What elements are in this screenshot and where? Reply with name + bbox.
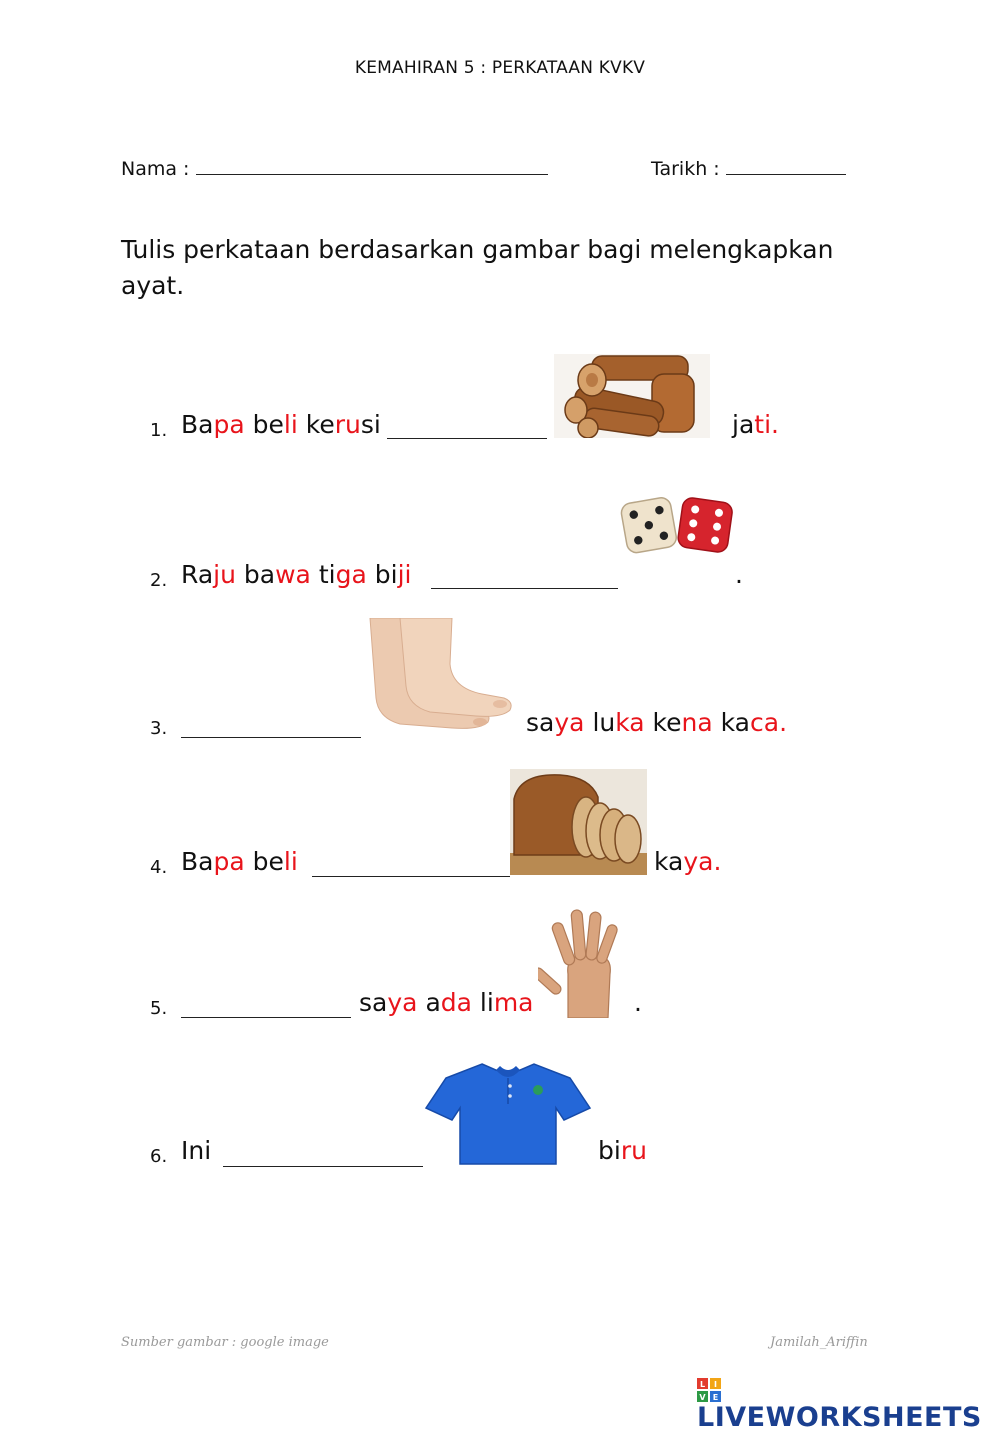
syllable: pa bbox=[213, 847, 245, 876]
image-source-note: Sumber gambar : google image bbox=[121, 1335, 329, 1350]
date-input-line[interactable] bbox=[726, 174, 846, 175]
wood-logs-image bbox=[554, 354, 710, 438]
question-number: 2. bbox=[150, 570, 168, 591]
name-field-row bbox=[121, 158, 548, 180]
syllable: si bbox=[360, 410, 381, 439]
syllable: wa bbox=[275, 560, 311, 589]
bread-image bbox=[510, 769, 647, 875]
syllable: sa bbox=[359, 988, 388, 1017]
syllable bbox=[298, 410, 306, 439]
liveworksheets-wordmark: LIVEWORKSHEETS bbox=[697, 1402, 982, 1433]
question-2-after bbox=[735, 560, 743, 589]
syllable: Ba bbox=[181, 847, 214, 876]
answer-blank-3[interactable] bbox=[181, 737, 361, 738]
answer-blank-5[interactable] bbox=[181, 1017, 351, 1018]
syllable: Ba bbox=[181, 410, 214, 439]
syllable bbox=[245, 410, 253, 439]
syllable: ke bbox=[652, 708, 682, 737]
syllable: da bbox=[440, 988, 472, 1017]
logo-letter: I bbox=[714, 1380, 717, 1389]
date-field-row bbox=[651, 158, 846, 180]
question-2-before bbox=[181, 560, 411, 589]
syllable: be bbox=[252, 847, 284, 876]
syllable: ke bbox=[305, 410, 335, 439]
syllable: be bbox=[252, 410, 284, 439]
question-number: 5. bbox=[150, 998, 168, 1019]
syllable: ka bbox=[720, 708, 750, 737]
question-1-after bbox=[732, 410, 779, 439]
syllable: lu bbox=[592, 708, 616, 737]
question-6-before bbox=[181, 1136, 211, 1165]
question-5-period: . bbox=[634, 988, 642, 1017]
answer-blank-4[interactable] bbox=[312, 876, 510, 877]
syllable bbox=[472, 988, 480, 1017]
syllable: Ra bbox=[181, 560, 214, 589]
syllable: ru bbox=[334, 410, 361, 439]
answer-blank-1[interactable] bbox=[387, 438, 547, 439]
syllable: ji bbox=[397, 560, 412, 589]
question-4-after bbox=[654, 847, 721, 876]
syllable: ga bbox=[335, 560, 367, 589]
answer-blank-6[interactable] bbox=[223, 1166, 423, 1167]
syllable: ti bbox=[318, 560, 336, 589]
syllable: ya bbox=[554, 708, 585, 737]
question-6-after bbox=[598, 1136, 647, 1165]
syllable bbox=[245, 847, 253, 876]
name-input-line[interactable] bbox=[196, 174, 548, 175]
syllable: ka bbox=[654, 847, 684, 876]
syllable: ya bbox=[387, 988, 418, 1017]
instruction-text: Tulis perkataan berdasarkan gambar bagi melengkapkan ayat. bbox=[121, 235, 834, 300]
syllable: bi bbox=[374, 560, 398, 589]
page-title: KEMAHIRAN 5 : PERKATAAN KVKV bbox=[354, 58, 646, 78]
syllable: li bbox=[479, 988, 494, 1017]
syllable: Ini bbox=[181, 1136, 212, 1165]
question-number: 1. bbox=[150, 420, 168, 441]
syllable bbox=[236, 560, 244, 589]
syllable: li bbox=[283, 847, 298, 876]
syllable: ya. bbox=[683, 847, 722, 876]
syllable: li bbox=[283, 410, 298, 439]
question-4-before bbox=[181, 847, 298, 876]
answer-blank-2[interactable] bbox=[431, 588, 618, 589]
date-label: Tarikh : bbox=[651, 158, 720, 180]
syllable bbox=[367, 560, 375, 589]
feet-image bbox=[360, 618, 515, 738]
syllable: . bbox=[735, 560, 743, 589]
syllable: pa bbox=[213, 410, 245, 439]
syllable bbox=[713, 708, 721, 737]
author-credit: Jamilah_Ariffin bbox=[770, 1335, 868, 1350]
question-5-after bbox=[359, 988, 534, 1017]
logo-letter: L bbox=[699, 1380, 706, 1389]
question-number: 6. bbox=[150, 1146, 168, 1167]
syllable: ka bbox=[615, 708, 645, 737]
syllable: ti. bbox=[754, 410, 779, 439]
syllable: bi bbox=[598, 1136, 621, 1165]
syllable bbox=[645, 708, 653, 737]
question-number: 3. bbox=[150, 718, 168, 739]
liveworksheets-logo bbox=[697, 1378, 1000, 1433]
liveworksheets-logo-icon bbox=[697, 1378, 721, 1402]
syllable: ju bbox=[213, 560, 236, 589]
syllable: na bbox=[681, 708, 713, 737]
question-3-after bbox=[526, 708, 787, 737]
logo-letter: E bbox=[712, 1393, 719, 1402]
blue-shirt-image bbox=[424, 1060, 592, 1166]
syllable: ru bbox=[620, 1136, 647, 1165]
question-1-before bbox=[181, 410, 381, 439]
dice-image bbox=[618, 494, 734, 558]
name-label: Nama : bbox=[121, 158, 190, 180]
logo-letter: V bbox=[699, 1393, 706, 1402]
syllable: ja bbox=[732, 410, 755, 439]
syllable: ma bbox=[493, 988, 534, 1017]
question-number: 4. bbox=[150, 857, 168, 878]
syllable: sa bbox=[526, 708, 555, 737]
syllable: ba bbox=[243, 560, 276, 589]
hand-image bbox=[538, 908, 632, 1018]
syllable: a bbox=[425, 988, 441, 1017]
syllable: ca. bbox=[750, 708, 788, 737]
syllable bbox=[311, 560, 319, 589]
